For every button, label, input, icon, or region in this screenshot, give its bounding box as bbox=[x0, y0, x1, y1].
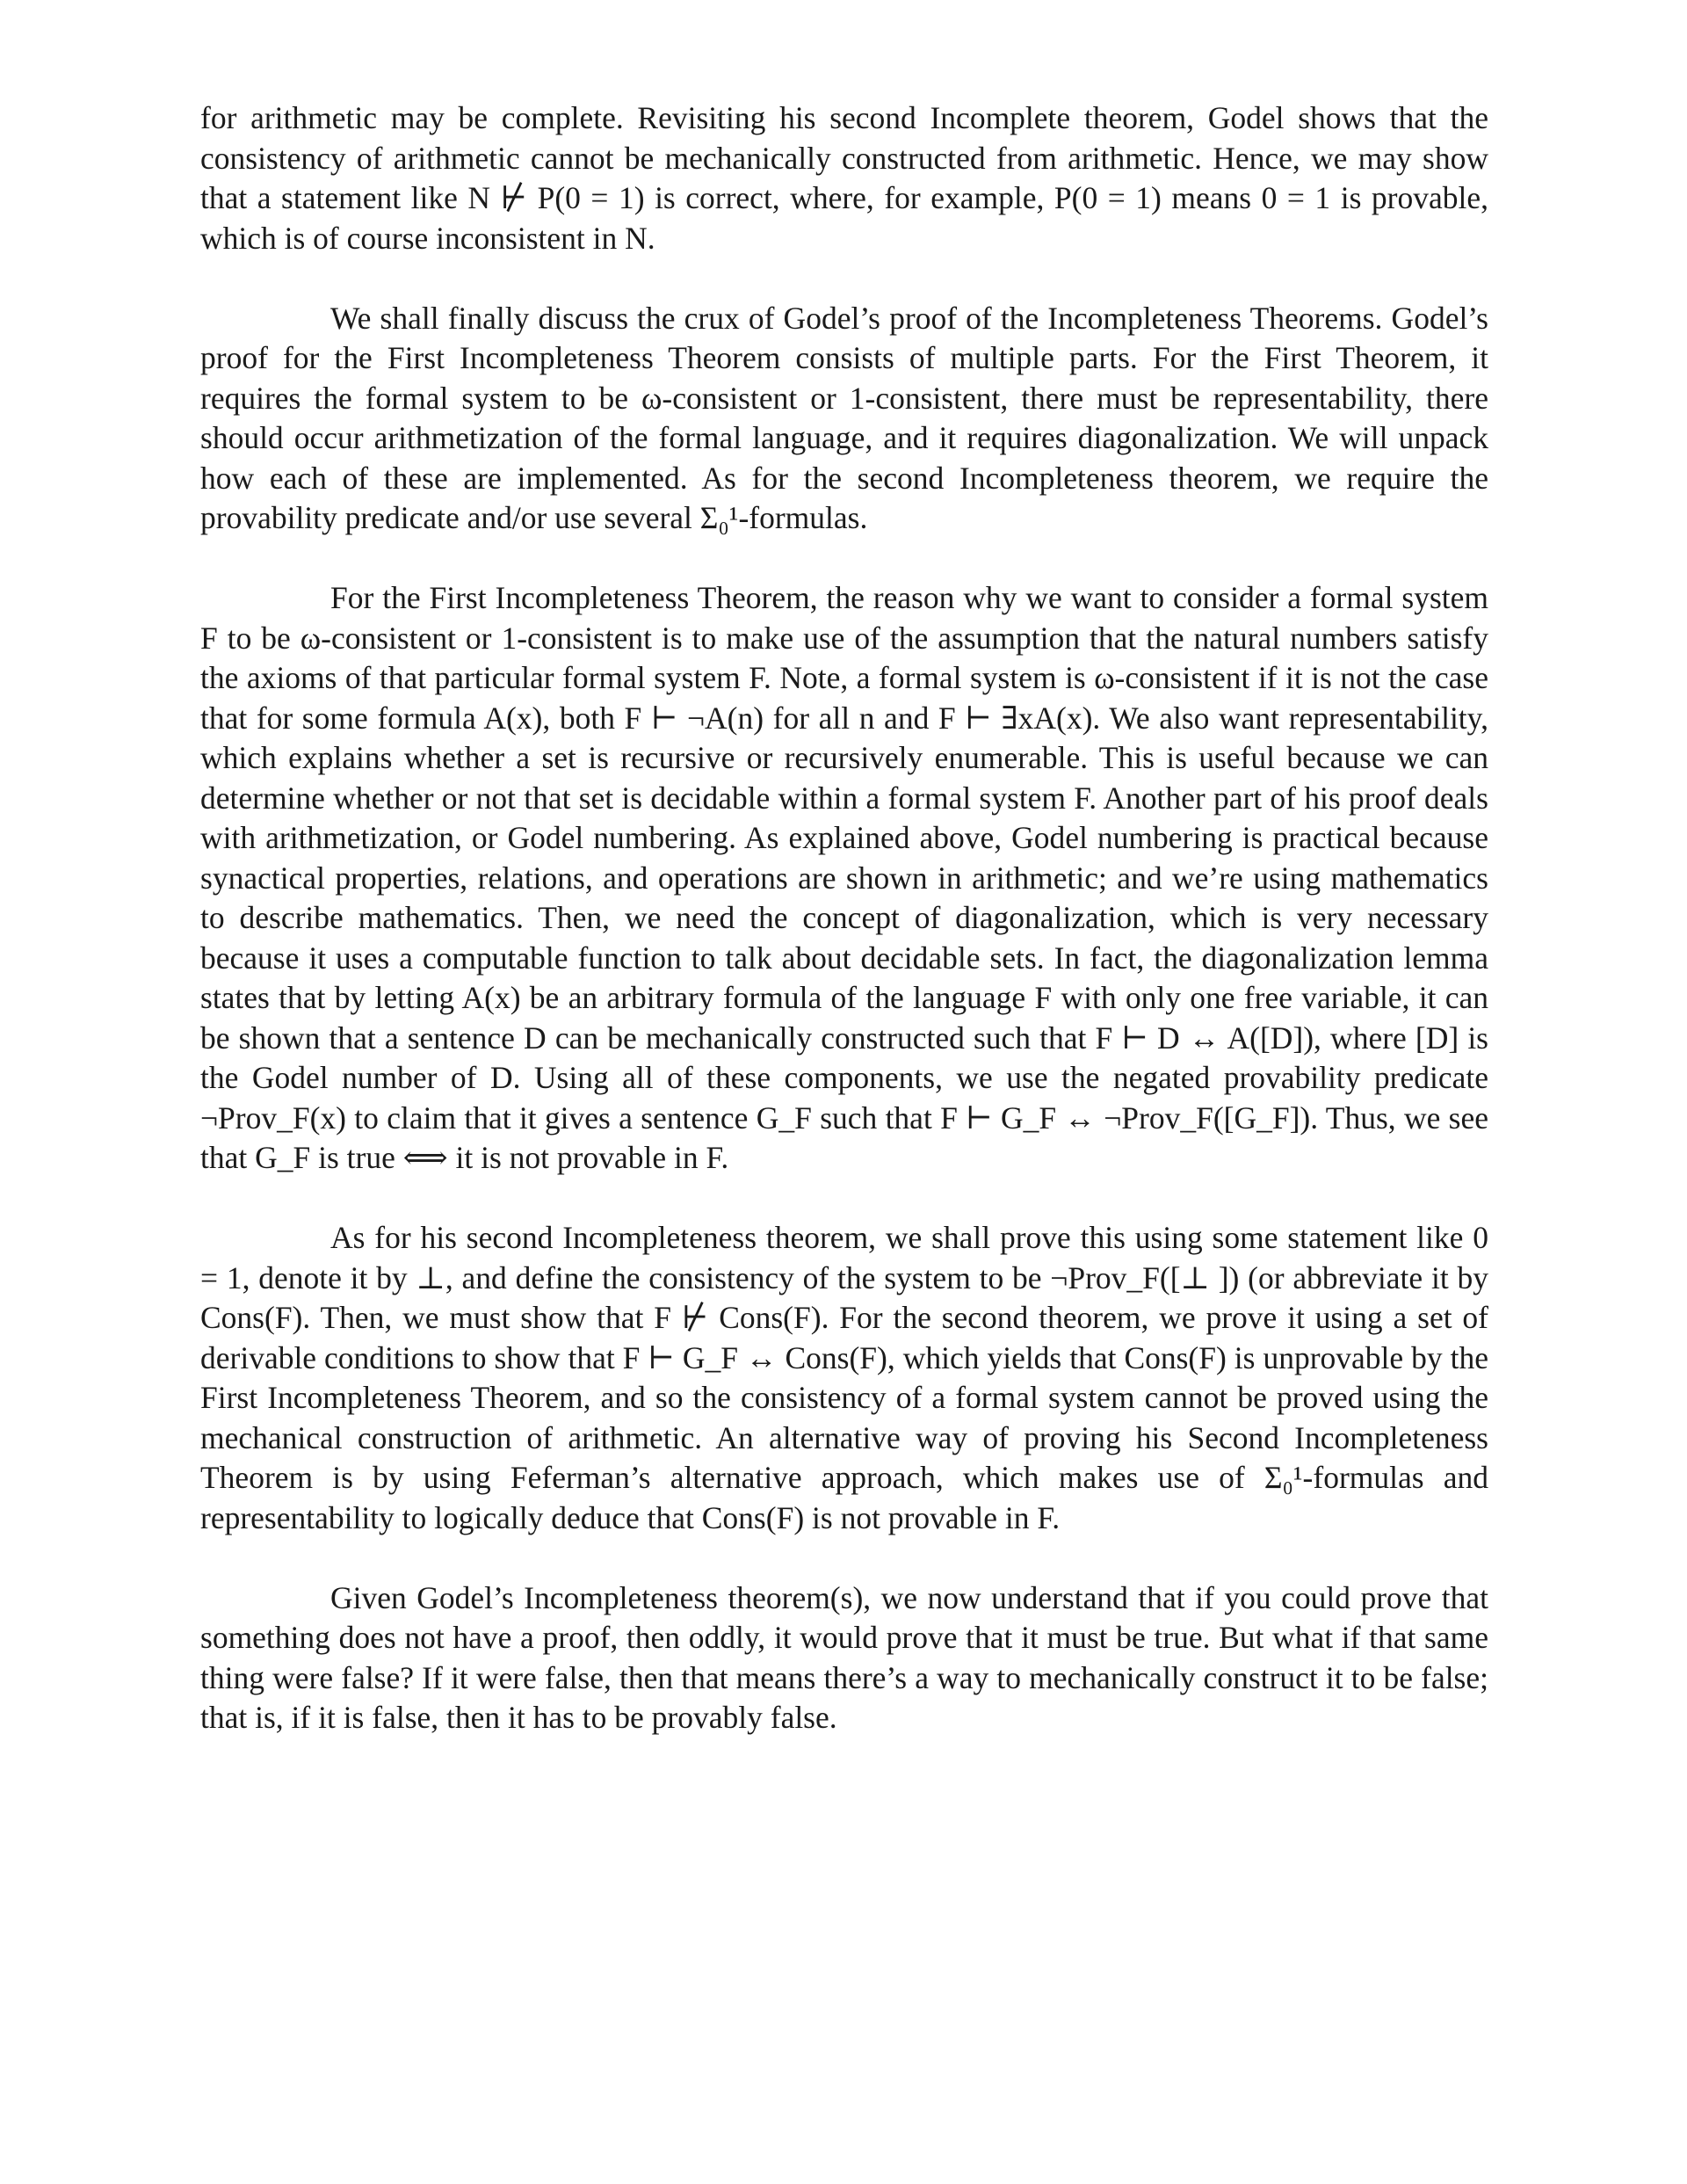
paragraph-crux-of-proof: We shall finally discuss the crux of Godel’s proof of the Incompleteness Theorems. Godel’s proof for the First Incompleteness Theorem consists of multiple parts. For the First Theorem, it requires the formal system to be ω-consistent or 1-consistent, there must be representability, there should occur arithmetization of the formal language, and it requires diagonalization. We will unpack how each of these are implemented. As for the second Incompleteness theorem, we require the provability predicate and/or use several Σ₀¹-formulas. bbox=[200, 300, 1488, 535]
document-page bbox=[200, 98, 1488, 1738]
paragraph-continuation: for arithmetic may be complete. Revisiting his second Incomplete theorem, Godel shows that the consistency of arithmetic cannot be mechanically constructed from arithmetic. Hence, we may show that a statement like N ⊬ P(0 = 1) is correct, where, for example, P(0 = 1) means 0 = 1 is provable, which is of course inconsistent in N. bbox=[200, 100, 1488, 256]
paragraph-conclusion: Given Godel’s Incompleteness theorem(s), we now understand that if you could prove that something does not have a proof, then oddly, it would prove that it must be true. But what if that same thing were false? If it were false, then that means there’s a way to mechanically construct it to be false; that is, if it is false, then it has to be provably false. bbox=[200, 1579, 1488, 1735]
paragraph-first-incompleteness: For the First Incompleteness Theorem, the reason why we want to consider a formal system F to be ω-consistent or 1-consistent is to make use of the assumption that the natural numbers satisfy the axioms of that particular formal system F. Note, a formal system is ω-consistent if it is not the case that for some formula A(x), both F ⊢ ¬A(n) for all n and F ⊢ ∃xA(x). We also want representability, which explains whether a set is recursive or recursively enumerable. This is useful because we can determine whether or not that set is decidable within a formal system F. Another part of his proof deals with arithmetization, or Godel numbering. As explained above, Godel numbering is practical because synactical properties, relations, and operations are shown in arithmetic; and we’re using mathematics to describe mathematics. Then, we need the concept of diagonalization, which is very necessary because it uses a computable function to talk about decidable sets. In fact, the diagonalization lemma states that by letting A(x) be an arbitrary formula of the language F with only one free variable, it can be shown that a sentence D can be mechanically constructed such that F ⊢ D ↔ A([D]), where [D] is the Godel number of D. Using all of these components, we use the negated provability predicate ¬Prov_F(x) to claim that it gives a sentence G_F such that F ⊢ G_F ↔ ¬Prov_F([G_F]). Thus, we see that G_F is true ⟺ it is not provable in F. bbox=[200, 580, 1488, 1175]
paragraph-second-incompleteness: As for his second Incompleteness theorem, we shall prove this using some statement like 0 = 1, denote it by ⊥, and define the consistency of the system to be ¬Prov_F([⊥ ]) (or abbreviate it by Cons(F). Then, we must show that F ⊬ Cons(F). For the second theorem, we prove it using a set of derivable conditions to show that F ⊢ G_F ↔ Cons(F), which yields that Cons(F) is unprovable by the First Incompleteness Theorem, and so the consistency of a formal system cannot be proved using the mechanical construction of arithmetic. An alternative way of proving his Second Incompleteness Theorem is by using Feferman’s alternative approach, which makes use of Σ₀¹-formulas and representability to logically deduce that Cons(F) is not provable in F. bbox=[200, 1220, 1488, 1535]
